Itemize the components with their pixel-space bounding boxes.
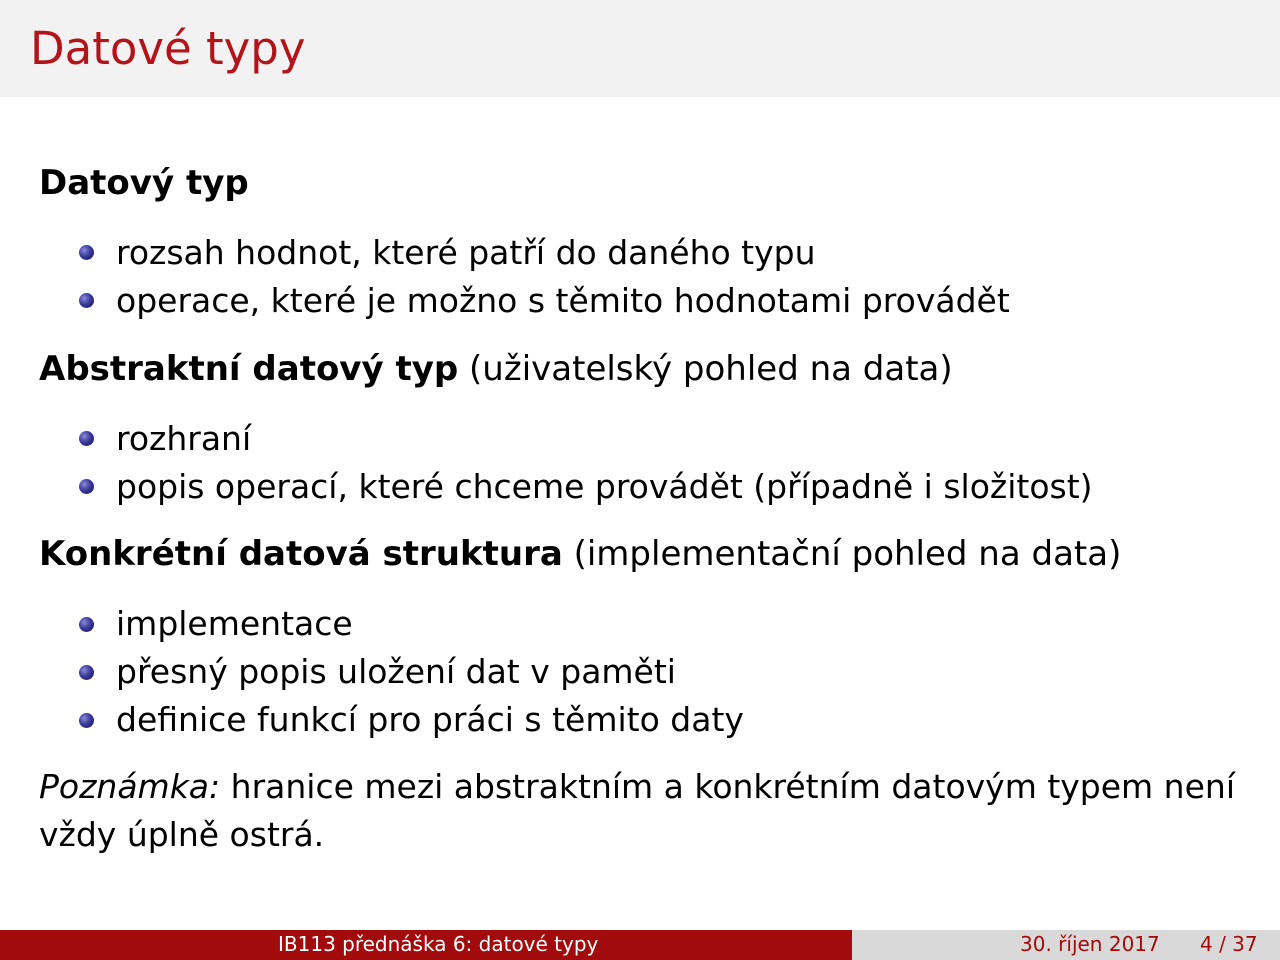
section-heading-abstraktni-datovy-typ — [39, 349, 953, 389]
list-item: rozsah hodnot, které patří do daného typu — [116, 233, 816, 272]
list-item: operace, které je možno s těmito hodnotami provádět — [116, 281, 1010, 320]
list-item: definice funkcí pro práci s těmito daty — [116, 700, 744, 739]
section-heading-konkretni-datova-struktura — [39, 534, 1122, 574]
list-item: přesný popis uložení dat v paměti — [116, 652, 676, 691]
note-text: hranice mezi abstraktním a konkrétním datovým typem není vždy úplně ostrá. — [39, 767, 1235, 854]
footer-course-title: IB113 přednáška 6: datové typy — [278, 932, 599, 956]
bullet-icon — [79, 431, 94, 446]
section-heading-aside: (implementační pohled na data) — [573, 534, 1122, 574]
note-paragraph — [39, 763, 1239, 859]
section-heading-aside: (uživatelský pohled na data) — [469, 349, 953, 389]
bullet-icon — [79, 665, 94, 680]
bullet-icon — [79, 713, 94, 728]
bullet-icon — [79, 245, 94, 260]
list-item: implementace — [116, 604, 353, 643]
footer-date: 30. říjen 2017 — [1020, 932, 1160, 956]
list-item: rozhraní — [116, 419, 252, 458]
section-heading-text: Abstraktní datový typ — [39, 349, 459, 389]
footer-page-number: 4 / 37 — [1200, 932, 1258, 956]
section-heading-datovy-typ — [39, 163, 249, 203]
bullet-icon — [79, 479, 94, 494]
bullet-icon — [79, 293, 94, 308]
section-heading-text: Konkrétní datová struktura — [39, 534, 563, 574]
slide-title: Datové typy — [30, 22, 306, 75]
list-item: popis operací, které chceme provádět (případně i složitost) — [116, 467, 1093, 506]
note-label: Poznámka: — [39, 767, 221, 806]
bullet-icon — [79, 617, 94, 632]
section-heading-text: Datový typ — [39, 163, 249, 203]
